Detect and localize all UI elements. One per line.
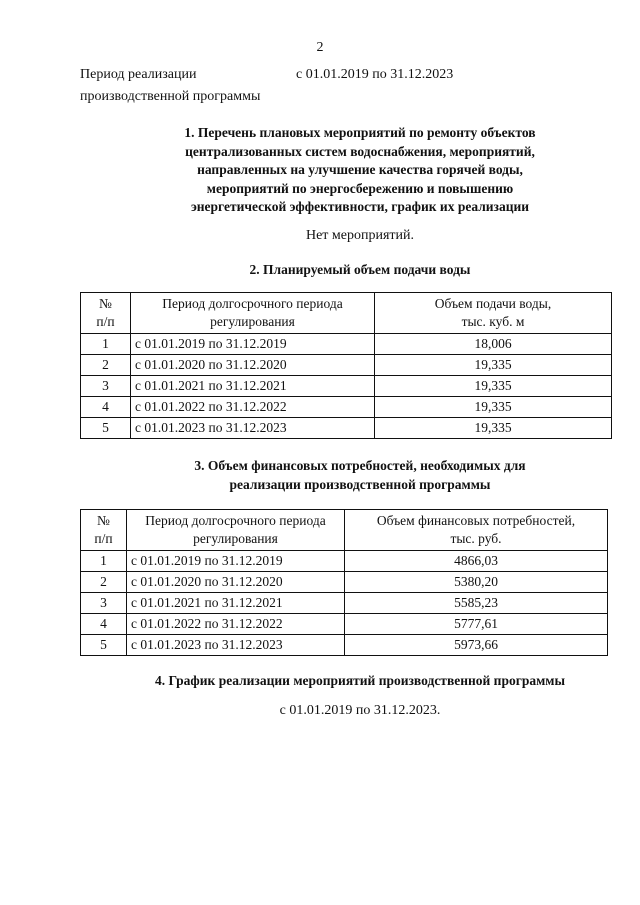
row-number: 5 xyxy=(81,635,127,656)
period-label xyxy=(80,64,260,108)
section2-title: 2. Планируемый объем подачи воды xyxy=(249,262,471,277)
table-row xyxy=(81,614,608,635)
section3-title-line: реализации производственной программы xyxy=(229,476,491,492)
table-row xyxy=(81,418,612,439)
row-period: с 01.01.2023 по 31.12.2023 xyxy=(131,418,375,439)
header-num xyxy=(81,293,131,334)
row-period: с 01.01.2022 по 31.12.2022 xyxy=(131,397,375,418)
row-amount: 5973,66 xyxy=(345,635,608,656)
row-volume: 19,335 xyxy=(375,376,612,397)
period-label-line: Период реализации xyxy=(80,67,197,82)
header-volume xyxy=(375,293,612,334)
row-number: 2 xyxy=(81,355,131,376)
water-volume-table xyxy=(80,292,612,439)
row-period: с 01.01.2019 по 31.12.2019 xyxy=(131,334,375,355)
row-period: с 01.01.2021 по 31.12.2021 xyxy=(131,376,375,397)
row-period: с 01.01.2021 по 31.12.2021 xyxy=(127,593,345,614)
row-period: с 01.01.2022 по 31.12.2022 xyxy=(127,614,345,635)
header-num-line1: № xyxy=(97,513,110,528)
header-num xyxy=(81,510,127,551)
header-volume-line1: Объем подачи воды, xyxy=(434,296,552,311)
header-num-line1: № xyxy=(99,296,112,311)
table-row xyxy=(81,334,612,355)
table-header-row xyxy=(81,510,608,551)
header-period-line2: регулирования xyxy=(193,531,278,546)
row-amount: 4866,03 xyxy=(345,551,608,572)
section1-title xyxy=(60,124,640,217)
row-period: с 01.01.2020 по 31.12.2020 xyxy=(127,572,345,593)
header-period-line1: Период долгосрочного периода xyxy=(145,513,326,528)
row-number: 2 xyxy=(81,572,127,593)
section1-title-line: направленных на улучшение качества горячей воды, xyxy=(197,162,523,177)
table-row xyxy=(81,572,608,593)
header-num-line2: п/п xyxy=(96,314,115,329)
row-amount: 5585,23 xyxy=(345,593,608,614)
table-row xyxy=(81,397,612,418)
period-value: с 01.01.2019 по 31.12.2023 xyxy=(296,67,454,82)
section4-period: с 01.01.2019 по 31.12.2023. xyxy=(279,703,441,718)
section1-title-line: централизованных систем водоснабжения, мероприятий, xyxy=(185,143,535,159)
table-row xyxy=(81,551,608,572)
header-financial-line1: Объем финансовых потребностей, xyxy=(376,513,576,528)
header-financial-line2: тыс. руб. xyxy=(450,531,502,546)
row-number: 5 xyxy=(81,418,131,439)
header-volume-line2: тыс. куб. м xyxy=(461,314,525,329)
row-volume: 18,006 xyxy=(375,334,612,355)
row-period: с 01.01.2020 по 31.12.2020 xyxy=(131,355,375,376)
row-number: 4 xyxy=(81,397,131,418)
row-period: с 01.01.2019 по 31.12.2019 xyxy=(127,551,345,572)
header-period xyxy=(127,510,345,551)
table-header-row xyxy=(81,293,612,334)
row-volume: 19,335 xyxy=(375,397,612,418)
row-number: 4 xyxy=(81,614,127,635)
table-row xyxy=(81,635,608,656)
row-amount: 5380,20 xyxy=(345,572,608,593)
row-amount: 5777,61 xyxy=(345,614,608,635)
row-number: 3 xyxy=(81,593,127,614)
table-row xyxy=(81,355,612,376)
header-num-line2: п/п xyxy=(94,531,113,546)
row-volume: 19,335 xyxy=(375,355,612,376)
header-period-line2: регулирования xyxy=(210,314,295,329)
header-period-line1: Период долгосрочного периода xyxy=(162,296,343,311)
section3-title xyxy=(60,457,640,494)
period-label-line: производственной программы xyxy=(80,89,261,104)
header-financial xyxy=(345,510,608,551)
table-row xyxy=(81,593,608,614)
section3-title-line: 3. Объем финансовых потребностей, необходимых для xyxy=(194,458,526,473)
header-period xyxy=(131,293,375,334)
row-period: с 01.01.2023 по 31.12.2023 xyxy=(127,635,345,656)
page-number: 2 xyxy=(316,40,324,55)
row-volume: 19,335 xyxy=(375,418,612,439)
section1-title-line: 1. Перечень плановых мероприятий по ремонту объектов xyxy=(184,125,536,140)
financial-needs-table xyxy=(80,509,608,656)
section1-note: Нет мероприятий. xyxy=(305,228,415,243)
section1-title-line: мероприятий по энергосбережению и повышению xyxy=(206,180,514,196)
section1-title-line: энергетической эффективности, график их реализации xyxy=(190,199,530,214)
table-row xyxy=(81,376,612,397)
row-number: 1 xyxy=(81,551,127,572)
row-number: 1 xyxy=(81,334,131,355)
row-number: 3 xyxy=(81,376,131,397)
section4-title: 4. График реализации мероприятий производственной программы xyxy=(154,673,566,688)
